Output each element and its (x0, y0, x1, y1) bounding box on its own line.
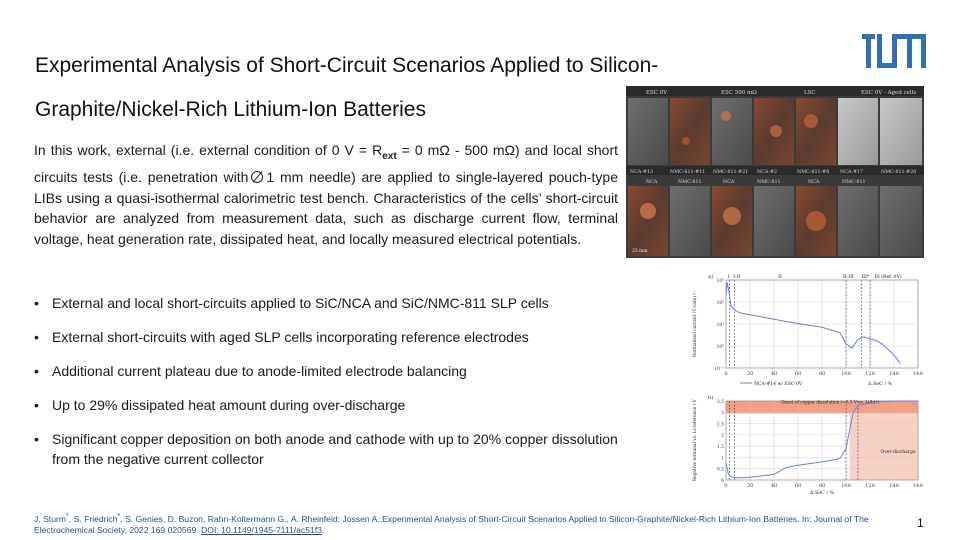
chart-a-x-tick: 100 (841, 371, 851, 377)
photo-row-label: NCA (808, 180, 820, 185)
doi-link[interactable]: DOI: 10.1149/1945-7111/ac51f3 (201, 525, 322, 536)
chart-a-phase-label: I (727, 275, 730, 280)
photo-row-label: NCA-#2 (757, 170, 778, 175)
chart-b-x-tick: 20 (746, 483, 754, 489)
chart-a-y-tick: 10³ (716, 279, 724, 284)
chart-a-x-tick: 140 (889, 371, 899, 377)
chart-a-panel-label: a) (708, 274, 713, 280)
bullet-item: • Up to 29% dissipated heat amount during over-discharge (34, 395, 634, 415)
chart-a-x-tick: 60 (794, 371, 802, 377)
photo-row-label: NMC-811 (757, 180, 781, 185)
chart-a-x-tick: 80 (818, 371, 826, 377)
photo-row-label: NCA-#17 (840, 170, 864, 175)
chart-a-x-tick: 120 (865, 371, 875, 377)
chart-a-x-tick: 0 (724, 371, 728, 377)
chart-b-x-tick: 0 (724, 483, 728, 489)
chart-b-x-tick: 100 (841, 483, 851, 489)
chart-b-x-tick: 140 (889, 483, 899, 489)
chart-a-phase-label: II (778, 275, 782, 280)
chart-b-x-tick: 120 (865, 483, 875, 489)
chart-a-phase-label: III (Ref. 0V) (874, 275, 902, 280)
chart-a-phase-label: II-III (843, 275, 854, 280)
chart-a-phase-label: III* (861, 275, 870, 280)
chart-a-xlabel: Δ SoC / % (867, 382, 893, 387)
chart-b-x-tick: 160 (913, 483, 923, 489)
chart-b-annotation: Over-discharge (880, 449, 916, 455)
intro-paragraph: In this work, external (i.e. external condition of 0 $V = R_{ext} = 0$ mΩ - 500 mΩ) and local short circuits tests (i.e. penetration with 1 mm needle) are applied to single-layered pouch-type LIBs using a quasi-isothermal calorimetric test bench. Characteristics of the cells’ short-circuit behavior are analyzed from measurement data, such as discharge current flow, terminal voltage, heat generation rate, dissipated heat, and locally measured electrical potentials. (34, 142, 618, 247)
chart-a-ylabel: Normalized current (C-rate) / - (693, 290, 698, 358)
chart-a-y-tick: 10⁻¹ (714, 367, 724, 372)
photo-row-label: NMC-811 (678, 180, 702, 185)
chart-a-y-tick: 10² (716, 301, 724, 306)
chart-b-x-tick: 60 (794, 483, 802, 489)
chart-b-y-tick: 2 (721, 433, 724, 439)
photo-row-label: NMC-811 (842, 180, 866, 185)
chart-a-y-tick: 10¹ (716, 323, 724, 328)
photo-row-label: NMC-811-#8 (797, 170, 830, 175)
chart-a-x-tick: 40 (770, 371, 778, 377)
photo-header-label: LSC (804, 90, 816, 96)
chart-b-y-tick: 2.5 (716, 422, 724, 428)
photo-row-label: NMC-811-#21 (713, 170, 749, 175)
tum-logo (862, 34, 926, 68)
diameter-icon (251, 171, 263, 183)
chart-b-annotation: Onset of copper dissolution (~3.3 V vs. Li/Li⁺) (781, 399, 879, 405)
chart-b-ylabel: Negative terminal vs. Li-reference / V (693, 399, 698, 482)
short-circuit-charts (680, 268, 926, 498)
chart-a-legend-label: NCA-#14 w/ ESC 0V (754, 382, 803, 387)
photo-row-label: NMC-811-#20 (881, 170, 917, 175)
photo-row-label: NMC-811-#11 (670, 170, 706, 175)
chart-b-y-tick: 1 (721, 456, 724, 462)
chart-b-y-tick: 0.5 (716, 467, 724, 473)
chart-a-series-line (726, 282, 900, 363)
photo-header-label: ESC 500 mΩ (721, 90, 757, 96)
photo-scale-label: 25 mm (632, 249, 648, 254)
photo-row-label: NCA (646, 180, 658, 185)
chart-b-y-tick: 1.5 (716, 445, 724, 451)
bullet-item: • Additional current plateau due to anode-limited electrode balancing (34, 361, 634, 381)
chart-b-y-tick: 3 (721, 411, 724, 417)
chart-a-x-tick: 20 (746, 371, 754, 377)
chart-b-panel-label: b) (708, 395, 714, 401)
chart-b-x-tick: 40 (770, 483, 778, 489)
photo-header-label: ESC 0V - Aged cells (861, 90, 917, 96)
electrode-photo-grid (626, 86, 924, 258)
citation: J. Sturm*, S. Friedrich*, S. Genies, D. Buzon, Rahn-Koltermann G., A. Rheinfeld: Jossen A.:Experimental Analysis of Short-Circuit Scenarios Applied to Silicon-Graphite/Nickel-Rich Lithium-Ion Batteries. In: Journal of The Electrochemical Society, 2022 169 020569. DOI: 10.1149/1945-7111/ac51f3. (34, 512, 869, 536)
slide-title: Experimental Analysis of Short-Circuit Scenarios Applied to Silicon-Graphite/Nickel-Rich Lithium-Ion Batteries (35, 54, 659, 121)
chart-a-y-tick: 10⁰ (716, 345, 724, 350)
chart-a-x-tick: 160 (913, 371, 923, 377)
photo-row-label: NCA (723, 180, 735, 185)
bullet-item: • Significant copper deposition on both anode and cathode with up to 20% copper dissolution from the negative current collector (34, 429, 634, 469)
key-findings-list (34, 293, 634, 483)
bullet-item: • External and local short-circuits applied to SiC/NCA and SiC/NMC-811 SLP cells (34, 293, 634, 313)
bullet-item: • External short-circuits with aged SLP cells incorporating reference electrodes (34, 327, 634, 347)
chart-a-phase-label: I-II (733, 275, 741, 280)
chart-b-xlabel: Δ SoC / % (809, 491, 835, 496)
chart-b-y-tick: 3.5 (716, 400, 724, 405)
page-number: 1 (917, 516, 924, 530)
photo-header-label: ESC 0V (646, 90, 668, 96)
photo-row-label: NCA-#13 (630, 170, 654, 175)
chart-b-x-tick: 80 (818, 483, 826, 489)
chart-b-y-tick: 0 (721, 479, 724, 484)
